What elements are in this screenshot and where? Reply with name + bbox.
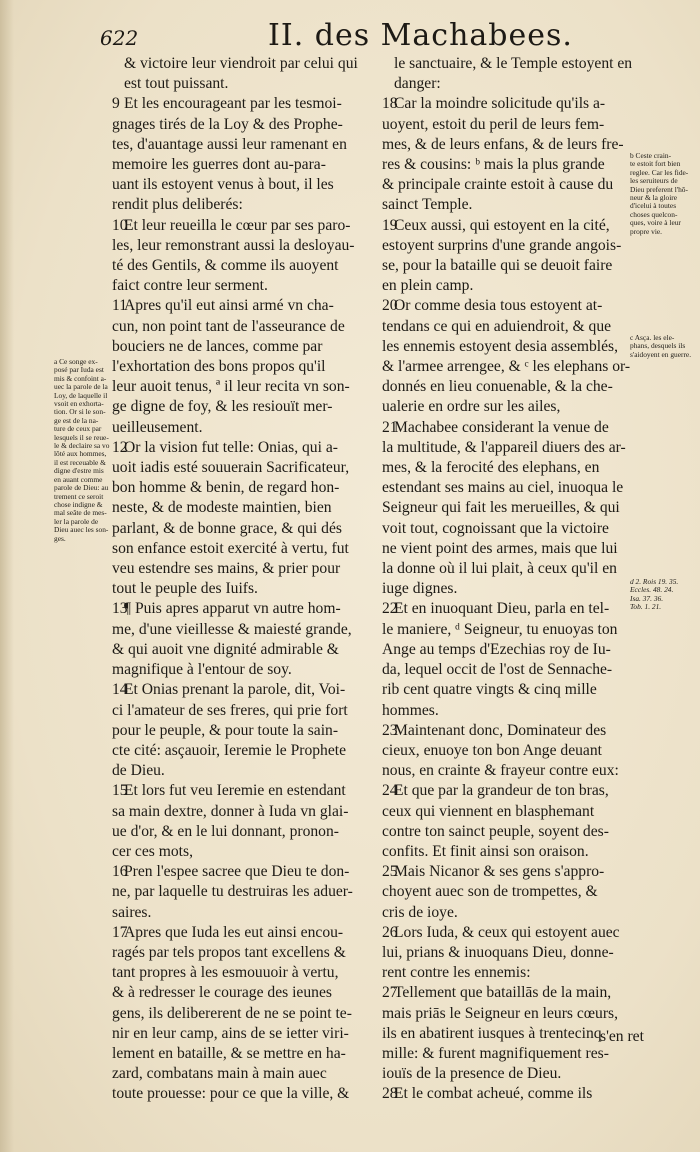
line-text: Et le combat acheué, comme ils (394, 1085, 593, 1103)
margin-note-line: il est receuable & (54, 457, 106, 467)
verse-number: 17 (112, 923, 128, 941)
text-line (382, 296, 636, 316)
text-line (112, 276, 374, 296)
verse-paragraph (112, 923, 374, 1105)
text-line (112, 357, 374, 377)
line-text: ¶ Puis apres apparut vn autre hom- (124, 600, 341, 618)
margin-note-line: mal seãte de mes- (54, 508, 107, 518)
text-line (382, 802, 636, 822)
verse-number: 20 (382, 297, 398, 315)
line-text: de Dieu. (112, 762, 165, 780)
verse-number: 22 (382, 600, 398, 618)
text-line (112, 923, 374, 943)
text-line (112, 519, 374, 539)
text-line (382, 1004, 636, 1024)
line-text: bon homme & benin, de regard hon- (112, 479, 340, 497)
margin-note-b (630, 152, 692, 236)
text-line (112, 963, 374, 983)
text-line (112, 1004, 374, 1024)
margin-note-line: Isa. 37. 36. (630, 593, 664, 603)
verse-number: 27 (382, 984, 398, 1002)
verse-number: 24 (382, 782, 398, 800)
line-text: gnages tirés de la Loy & des Prophe- (112, 115, 343, 133)
line-text: bouciers ne de lances, comme par (112, 337, 323, 355)
verse-paragraph (112, 862, 374, 923)
verse-number: 28 (382, 1085, 398, 1103)
line-text: gens, ils delibererent de ne se point te- (112, 1004, 352, 1022)
text-line (112, 1044, 374, 1064)
text-line (382, 882, 636, 902)
margin-note-line: digne d'estre mis (54, 466, 104, 476)
text-line (112, 842, 374, 862)
verse-paragraph (112, 781, 374, 862)
text-line (112, 680, 374, 700)
text-line (112, 741, 374, 761)
margin-note-line: ge est de la na- (54, 415, 99, 425)
verse-paragraph (382, 296, 636, 417)
text-line (112, 1064, 374, 1084)
margin-note-line: Eccles. 48. 24. (630, 585, 674, 595)
line-text: la donne où il lui plait, à ceux qu'il en (382, 560, 617, 578)
margin-note-line: ques, voire à leur (630, 218, 681, 228)
text-line (382, 963, 636, 983)
verse-number: 9 (112, 95, 120, 113)
line-text: uoit iadis esté souuerain Sacrificateur, (112, 459, 350, 477)
page-header (0, 18, 700, 58)
text-line (112, 882, 374, 902)
text-line (112, 195, 374, 215)
line-text: Et lors fut veu Ieremie en estendant (124, 782, 346, 800)
verse-number: 18 (382, 95, 398, 113)
margin-note-line: Tob. 1. 21. (630, 602, 662, 612)
line-text: parlant, & de bonne grace, & qui dés (112, 519, 342, 537)
text-line (112, 943, 374, 963)
line-text: res & cousins: ᵇ mais la plus grande (382, 156, 605, 174)
text-line (112, 155, 374, 175)
line-text: cris de ioye. (382, 903, 458, 921)
text-line (382, 660, 636, 680)
margin-note-line: ture de ceux par (54, 424, 102, 434)
verse-paragraph (382, 54, 636, 94)
margin-note-line: te estoit fort bien (630, 159, 681, 169)
text-line (112, 983, 374, 1003)
text-line (112, 1084, 374, 1104)
line-text: toute prouesse: pour ce que la ville, & (112, 1085, 350, 1103)
verse-paragraph (382, 781, 636, 862)
line-text: & victoire leur viendroit par celui qui (124, 55, 358, 72)
line-text: danger: (394, 75, 441, 93)
text-line (112, 458, 374, 478)
line-text: Et leur reueilla le cœur par ses paro- (124, 216, 351, 234)
verse-number: 10 (112, 216, 128, 234)
line-text: Machabee considerant la venue de (394, 418, 609, 436)
text-line (382, 175, 636, 195)
verse-number: 16 (112, 863, 128, 881)
page-gutter-shadow (0, 0, 14, 1152)
text-line (382, 256, 636, 276)
line-text: mais priās le Seigneur en leurs cœurs, (382, 1004, 619, 1022)
text-line (112, 317, 374, 337)
line-text: Et les encourageant par les tesmoi- (124, 95, 342, 113)
line-text: contre ton sainct peuple, soyent des- (382, 822, 609, 840)
line-text: rendit plus deliberés: (112, 196, 243, 214)
verse-number: 19 (382, 216, 398, 234)
text-line (382, 478, 636, 498)
line-text: ci l'amateur de ses freres, qui prie fort (112, 701, 348, 719)
text-line (124, 54, 374, 74)
text-line (382, 539, 636, 559)
line-text: ueilleusement. (112, 418, 203, 436)
text-line (382, 236, 636, 256)
line-text: tout le peuple des Iuifs. (112, 580, 258, 598)
line-text: les, leur remonstrant aussi la desloyau- (112, 236, 355, 254)
text-line (124, 74, 374, 94)
text-line (382, 943, 636, 963)
line-text: iouïs de la presence de Dieu. (382, 1065, 562, 1083)
verse-paragraph (382, 721, 636, 782)
text-line (112, 94, 374, 114)
line-text: cun, non point tant de l'asseurance de (112, 317, 345, 335)
text-line (382, 721, 636, 741)
text-line (382, 216, 636, 236)
line-text: choyent auec son de trompettes, & (382, 883, 598, 901)
line-text: le maniere, ᵈ Seigneur, tu enuoyas ton (382, 620, 618, 638)
verse-paragraph (382, 1084, 636, 1104)
margin-note-line: uec la parole de la (54, 382, 108, 392)
text-line (382, 599, 636, 619)
text-line (112, 701, 374, 721)
margin-note-line: en auant comme (54, 474, 103, 484)
margin-note-line: d 2. Rois 19. 35. (630, 577, 679, 586)
margin-note-line: mis & confoint a- (54, 373, 107, 383)
text-line (112, 418, 374, 438)
text-line (382, 317, 636, 337)
verse-paragraph (382, 216, 636, 297)
line-text: ge digne de foy, & les resiouït mer- (112, 398, 333, 416)
text-line (382, 862, 636, 882)
text-line (382, 458, 636, 478)
text-line (382, 741, 636, 761)
verse-paragraph (382, 94, 636, 215)
line-text: da, lequel occit de l'ost de Sennache- (382, 661, 613, 679)
line-text: uoyent, estoit du peril de leurs fem- (382, 115, 605, 133)
text-line (382, 498, 636, 518)
text-line (382, 195, 636, 215)
line-text: iuge dignes. (382, 580, 458, 598)
line-text: uant ils estoyent venus à bout, il les (112, 176, 334, 194)
text-line (112, 296, 374, 316)
line-text: rent contre les ennemis: (382, 964, 531, 982)
margin-note-line: vsoit en exhorta- (54, 399, 104, 409)
verse-paragraph (382, 923, 636, 984)
margin-note-line: d'icelui à toutes (630, 201, 677, 211)
margin-note-line: phans, desquels ils (630, 341, 686, 351)
text-line (112, 256, 374, 276)
margin-note-line: ler la parole de (54, 516, 99, 526)
line-text: est tout puissant. (124, 75, 229, 93)
line-text: Pren l'espee sacree que Dieu te don- (124, 863, 350, 881)
line-text: lement en bataille, & se mettre en ha- (112, 1044, 346, 1062)
text-line (112, 1024, 374, 1044)
verse-paragraph (382, 862, 636, 923)
verse-paragraph (112, 599, 374, 680)
text-line (112, 438, 374, 458)
verse-number: 13 (112, 600, 128, 618)
text-line (394, 74, 636, 94)
line-text: & l'armee arrengee, & ᶜ les elephans or- (382, 358, 631, 376)
line-text: ceux qui viennent en blasphemant (382, 802, 595, 820)
verse-number: 25 (382, 863, 398, 881)
verse-number: 14 (112, 681, 128, 699)
text-line (382, 983, 636, 1003)
margin-note-c (630, 334, 692, 359)
line-text: faict contre leur serment. (112, 277, 268, 295)
text-line (112, 721, 374, 741)
text-line (382, 579, 636, 599)
text-line (382, 135, 636, 155)
line-text: estoyent surprins d'une grande angois- (382, 236, 622, 254)
line-text: nous, en crainte & frayeur contre eux: (382, 762, 619, 780)
line-text: Mais Nicanor & ses gens s'appro- (394, 863, 605, 881)
left-text-column (112, 54, 374, 1105)
verse-paragraph (112, 296, 374, 437)
text-line (382, 559, 636, 579)
margin-note-line: le & declaire sa vo (54, 441, 110, 451)
text-line (112, 620, 374, 640)
line-text: les ennemis estoyent desia assemblés, (382, 337, 619, 355)
line-text: cer ces mots, (112, 842, 193, 860)
text-line (112, 903, 374, 923)
text-line (112, 478, 374, 498)
text-line (382, 781, 636, 801)
line-text: neste, & de modeste maintien, bien (112, 499, 332, 517)
text-line (112, 640, 374, 660)
line-text: Et que par la grandeur de ton bras, (394, 782, 609, 800)
line-text: estendant ses mains au ciel, inuoqua le (382, 479, 624, 497)
margin-note-line: propre vie. (630, 226, 663, 236)
margin-note-line: Dieu preferent l'hō- (630, 184, 688, 194)
text-line (112, 559, 374, 579)
line-text: Apres que Iuda les eut ainsi encou- (124, 923, 344, 941)
text-line (382, 680, 636, 700)
line-text: Et Onias prenant la parole, dit, Voi- (124, 681, 346, 699)
line-text: ne, par laquelle tu destruiras les aduer- (112, 883, 353, 901)
line-text: & principale crainte estoit à cause du (382, 176, 614, 194)
text-line (112, 781, 374, 801)
text-line (382, 276, 636, 296)
line-text: tes, d'auantage aussi leur ramenant en (112, 135, 347, 153)
margin-note-line: a Ce songe ex- (54, 357, 98, 366)
line-text: ne vient point des armes, mais que lui (382, 539, 618, 557)
verse-number: 23 (382, 721, 398, 739)
line-text: Lors Iuda, & ceux qui estoyent auec (394, 923, 620, 941)
text-line (382, 337, 636, 357)
text-line (382, 397, 636, 417)
text-line (112, 236, 374, 256)
line-text: Or comme desia tous estoyent at- (394, 297, 603, 315)
verse-number: 26 (382, 923, 398, 941)
margin-note-d (630, 578, 692, 612)
text-line (382, 155, 636, 175)
verse-paragraph (112, 216, 374, 297)
line-text: tant propres à les esmouuoir à vertu, (112, 964, 339, 982)
line-text: & à redresser le courage des ieunes (112, 984, 332, 1002)
verse-number: 11 (112, 297, 128, 315)
line-text: lui, prians & inuoquans Dieu, donne- (382, 943, 614, 961)
text-line (382, 923, 636, 943)
text-line (112, 599, 374, 619)
text-line (382, 94, 636, 114)
line-text: l'exhortation des bons propos qu'il (112, 358, 326, 376)
line-text: Ceux aussi, qui estoyent en la cité, (394, 216, 610, 234)
line-text: zard, combatans main à main auec (112, 1065, 327, 1083)
margin-note-line: neur & la gloire (630, 193, 677, 203)
text-line (112, 135, 374, 155)
line-text: donnés en lieu conuenable, & la che- (382, 378, 613, 396)
line-text: leur auoit tenus, ª il leur recita vn son- (112, 378, 350, 396)
text-line (112, 216, 374, 236)
margin-note-line: trement ce seroit (54, 491, 104, 501)
line-text: té des Gentils, & comme ils auoyent (112, 257, 339, 275)
text-line (112, 862, 374, 882)
margin-note-line: reglee. Car les fide- (630, 167, 689, 177)
margin-note-line: c Asça. les ele- (630, 333, 675, 342)
margin-note-line: posé par Iuda est (54, 365, 104, 375)
margin-note-a (54, 358, 110, 543)
right-text-column (382, 54, 636, 1105)
line-text: confits. Et finit ainsi son oraison. (382, 842, 589, 860)
verse-number: 15 (112, 782, 128, 800)
line-text: sainct Temple. (382, 196, 473, 214)
text-line (382, 822, 636, 842)
margin-note-line: tion. Or si le son- (54, 407, 106, 417)
text-line (382, 1084, 636, 1104)
running-title: II. des Machabees. (268, 18, 573, 53)
text-line (382, 357, 636, 377)
text-line (382, 1044, 636, 1064)
margin-note-line: Loy, de laquelle il (54, 390, 108, 400)
text-line (394, 54, 636, 74)
text-line (112, 337, 374, 357)
line-text: tendans ce qui en aduiendroit, & que (382, 317, 612, 335)
margin-note-line: les seruiteurs de (630, 176, 678, 186)
text-line (112, 822, 374, 842)
text-line (382, 115, 636, 135)
line-text: Ange au temps d'Ezechias roy de Iu- (382, 640, 611, 658)
text-line (382, 903, 636, 923)
margin-note-line: b Ceste crain- (630, 151, 672, 160)
line-text: me, d'une vieillesse & maiesté grande, (112, 620, 352, 638)
text-line (112, 579, 374, 599)
line-text: ue d'or, & en le lui donnant, pronon- (112, 822, 339, 840)
line-text: ils en abatirent iusques à trentecinq (382, 1024, 602, 1042)
line-text: se, pour la bataille qui se deuoit faire (382, 257, 613, 275)
margin-note-line: s'aidoyent en guerre. (630, 349, 692, 359)
text-line (382, 842, 636, 862)
line-text: & qui auoit vne dignité admirable & (112, 640, 339, 658)
margin-note-line: parole de Dieu: au (54, 483, 109, 493)
text-line (382, 640, 636, 660)
line-text: pour le peuple, & pour toute la sain- (112, 721, 339, 739)
line-text: cieux, enuoye ton bon Ange deuant (382, 741, 602, 759)
line-text: magnifique à l'entour de soy. (112, 661, 292, 679)
text-line (112, 802, 374, 822)
line-text: memoire les guerres dont au-para- (112, 156, 326, 174)
text-line (382, 761, 636, 781)
text-line (112, 761, 374, 781)
catchword: s'en ret (600, 1028, 644, 1045)
text-line (382, 1064, 636, 1084)
line-text: mes, & la ferocité des elephans, en (382, 459, 600, 477)
margin-note-line: lesquels il se reue- (54, 432, 109, 442)
line-text: saires. (112, 903, 152, 921)
margin-note-line: Dieu auec les son- (54, 525, 109, 535)
line-text: veu estendre ses mains, & prier pour (112, 560, 341, 578)
verse-number: 12 (112, 438, 128, 456)
line-text: cte cité: asçauoir, Ieremie le Prophete (112, 741, 347, 759)
line-text: mes, & de leurs enfans, & de leurs fre- (382, 135, 624, 153)
margin-note-line: chose indigne & (54, 499, 103, 509)
verse-paragraph (112, 438, 374, 600)
text-line (112, 660, 374, 680)
line-text: Or la vision fut telle: Onias, qui a- (124, 438, 338, 456)
text-line (382, 377, 636, 397)
margin-note-line: lõté aux hommes, (54, 449, 107, 459)
verse-paragraph (112, 54, 374, 94)
line-text: sa main dextre, donner à Iuda vn glai- (112, 802, 349, 820)
line-text: Car la moindre solicitude qu'ils a- (394, 95, 606, 113)
line-text: en plein camp. (382, 277, 474, 295)
line-text: Apres qu'il eut ainsi armé vn cha- (124, 297, 334, 315)
text-line (382, 701, 636, 721)
page-number: 622 (100, 26, 139, 50)
line-text: mille: & furent magnifiquement res- (382, 1044, 609, 1062)
line-text: hommes. (382, 701, 439, 719)
line-text: nir en leur camp, ains de se ietter viri- (112, 1024, 349, 1042)
line-text: Maintenant donc, Dominateur des (394, 721, 607, 739)
verse-paragraph (112, 680, 374, 781)
line-text: le sanctuaire, & le Temple estoyent en (394, 55, 633, 72)
text-line (382, 418, 636, 438)
text-line (112, 175, 374, 195)
line-text: Tellement que bataillās de la main, (394, 984, 612, 1002)
verse-paragraph (382, 599, 636, 720)
text-line (112, 115, 374, 135)
line-text: son enfance estoit exercité à vertu, fut (112, 539, 349, 557)
text-line (112, 498, 374, 518)
text-line (382, 438, 636, 458)
verse-paragraph (382, 983, 636, 1084)
line-text: ualerie en ordre sur les ailes, (382, 398, 561, 416)
line-text: voit tout, cognoissant que la victoire (382, 519, 609, 537)
text-line (112, 397, 374, 417)
line-text: Seigneur qui fait les merueilles, & qui (382, 499, 620, 517)
text-line (382, 620, 636, 640)
line-text: Et en inuoquant Dieu, parla en tel- (394, 600, 610, 618)
margin-note-line: choses quelcon- (630, 209, 678, 219)
line-text: la multitude, & l'appareil diuers des ar- (382, 438, 626, 456)
line-text: ragés par tels propos tant excellens & (112, 943, 346, 961)
verse-paragraph (382, 418, 636, 600)
text-line (112, 377, 374, 397)
text-line (112, 539, 374, 559)
verse-number: 21 (382, 418, 398, 436)
verse-paragraph (112, 94, 374, 215)
margin-note-line: ges. (54, 533, 66, 543)
line-text: rib cent quatre vingts & cinq mille (382, 681, 597, 699)
text-line (382, 519, 636, 539)
